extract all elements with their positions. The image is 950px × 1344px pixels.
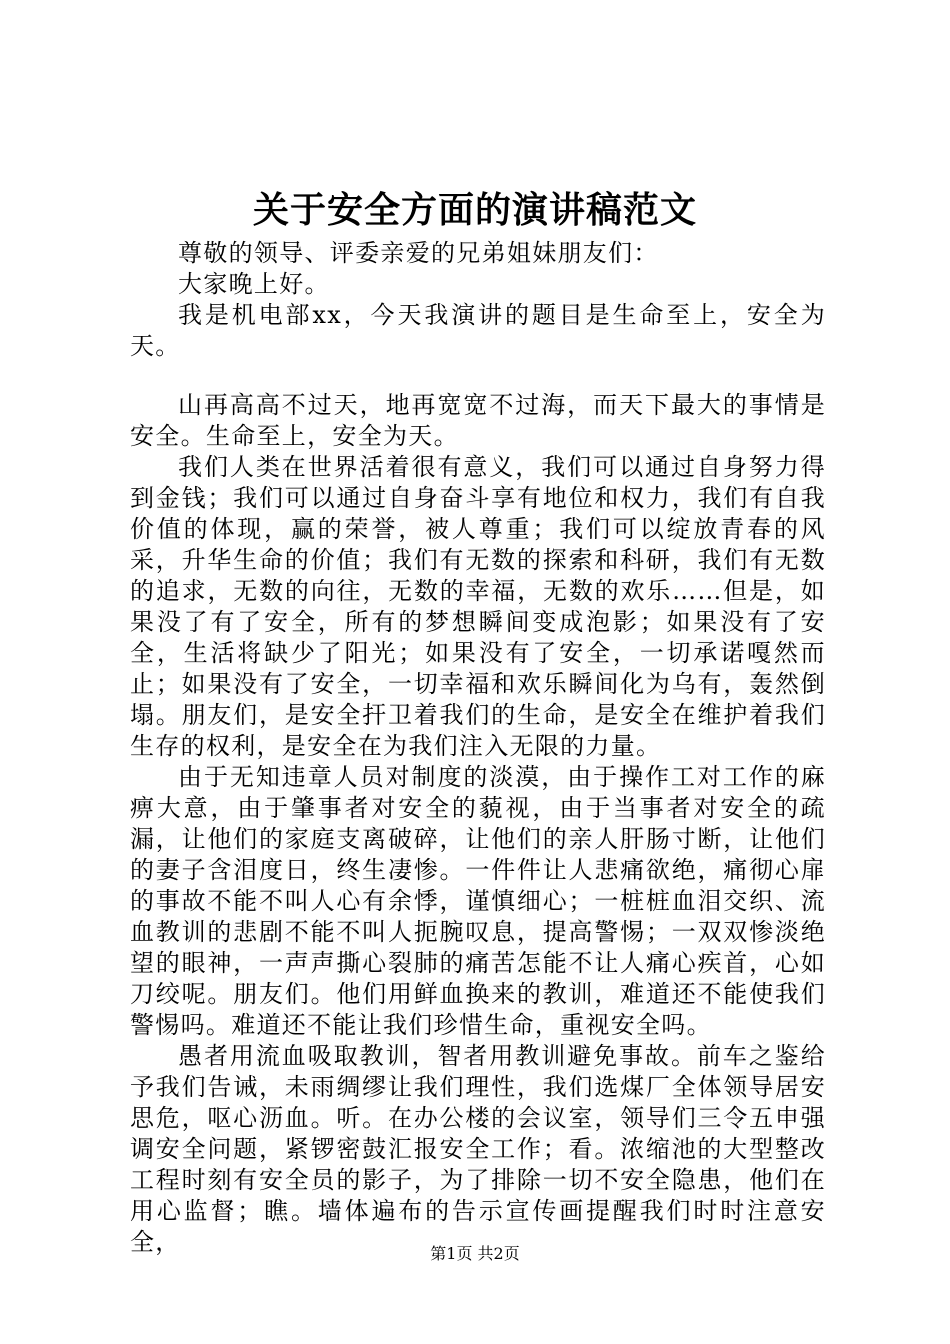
- document-body: [130, 238, 826, 1258]
- salutation-paragraph: 大家晚上好。: [178, 270, 330, 298]
- document-title: 关于安全方面的演讲稿范文: [252, 189, 697, 231]
- page-number-footer: 第1页 共2页: [430, 1244, 520, 1263]
- body-paragraph-4: 愚者用流血吸取教训，智者用教训避免事故。前车之鉴给予我们告诫，未雨绸缪让我们理性，我们选煤厂全体领导居安思危，呕心沥血。听。在办公楼的会议室，领导们三令五申强调安全问题，紧锣密鼓汇报安全工作；看。浓缩池的大型整改工程时刻有安全员的影子，为了排除一切不安全隐患，他们在用心监督；瞧。墙体遍布的告示宣传画提醒我们时时注意安全，: [130, 1042, 826, 1256]
- body-paragraph-1: 山再高高不过天，地再宽宽不过海，而天下最大的事情是安全。生命至上，安全为天。: [130, 391, 826, 450]
- body-paragraph-2: 我们人类在世界活着很有意义，我们可以通过自身努力得到金钱；我们可以通过自身奋斗享有地位和权力，我们有自我价值的体现，赢的荣誉，被人尊重；我们可以绽放青春的风采，升华生命的价值；我们有无数的探索和科研，我们有无数的追求，无数的向往，无数的幸福，无数的欢乐……但是，如果没了有了安全，所有的梦想瞬间变成泡影；如果没有了安全，生活将缺少了阳光；如果没有了安全，一切承诺嘎然而止；如果没有了安全，一切幸福和欢乐瞬间化为乌有，轰然倒塌。朋友们，是安全扞卫着我们的生命，是安全在维护着我们生存的权利，是安全在为我们注入无限的力量。: [130, 453, 826, 760]
- greeting-paragraph: 尊敬的领导、评委亲爱的兄弟姐妹朋友们：: [178, 239, 659, 267]
- intro-paragraph: 我是机电部xx，今天我演讲的题目是生命至上，安全为天。: [130, 301, 826, 360]
- body-paragraph-3: 由于无知违章人员对制度的淡漠，由于操作工对工作的麻痹大意，由于肇事者对安全的藐视，由于当事者对安全的疏漏，让他们的家庭支离破碎，让他们的亲人肝肠寸断，让他们的妻子含泪度日，终生凄惨。一件件让人悲痛欲绝，痛彻心扉的事故不能不叫人心有余悸，谨慎细心；一桩桩血泪交织、流血教训的悲剧不能不叫人扼腕叹息，提高警惕；一双双惨淡绝望的眼神，一声声撕心裂肺的痛苦怎能不让人痛心疾首，心如刀绞呢。朋友们。他们用鲜血换来的教训，难道还不能使我们警惕吗。难道还不能让我们珍惜生命，重视安全吗。: [130, 763, 826, 1039]
